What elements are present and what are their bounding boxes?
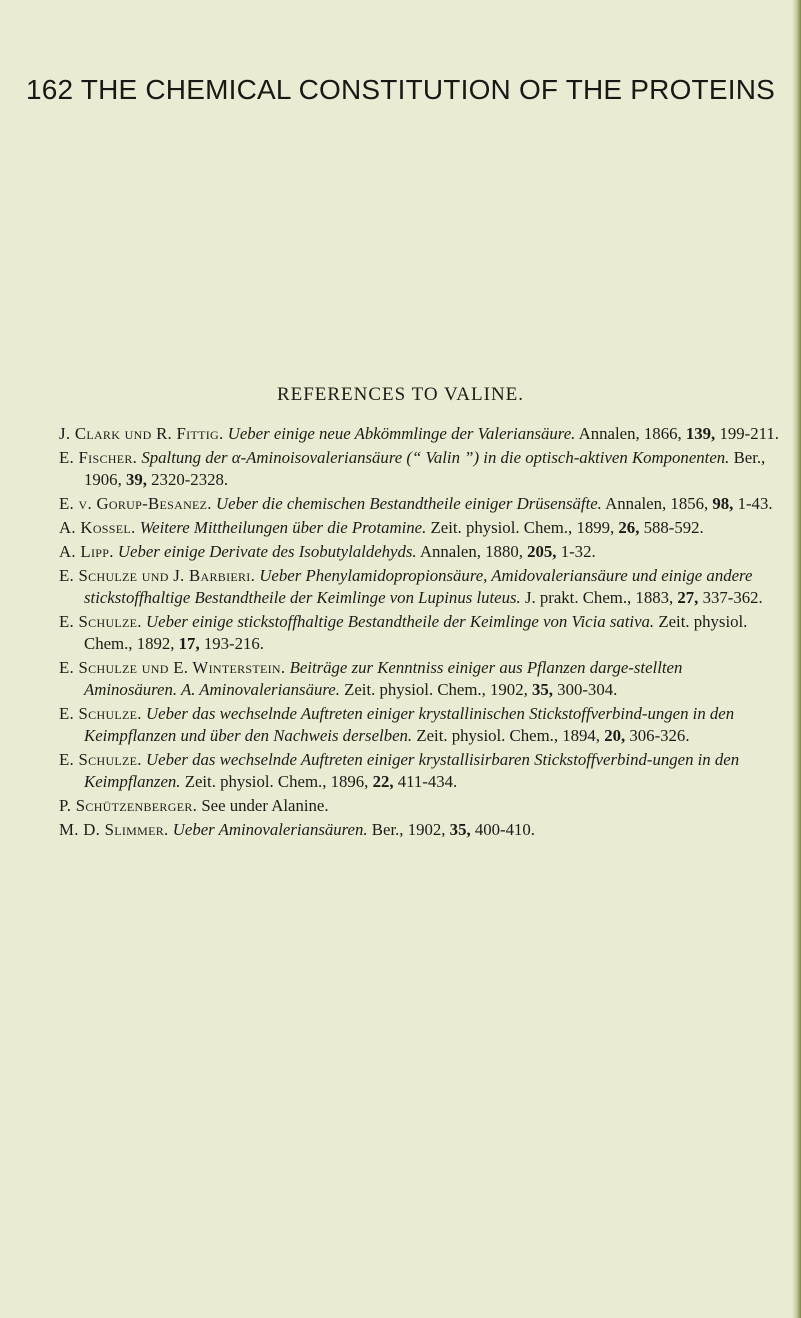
reference-year: 1894, [562,726,600,745]
reference-volume: 22, [372,772,394,791]
reference-author: M. D. Slimmer. [59,820,169,839]
reference-title: Ueber das wechselnde Auftreten einiger krystallisirbaren Stickstoffverbind-ungen in den Keimpflanzen. [84,750,740,791]
reference-pages: 337-362. [702,588,763,607]
reference-pages: 193-216. [203,634,264,653]
reference-author: A. Kossel. [59,518,136,537]
reference-year: 1883, [635,588,674,607]
reference-volume: 20, [604,726,626,745]
reference-entry [59,565,779,609]
reference-title: Ueber Aminovaleriansäuren. [172,820,368,839]
reference-journal: Zeit. physiol. Chem., [430,518,573,537]
reference-pages: 1-43. [737,494,773,513]
reference-pages: 588-592. [643,518,704,537]
reference-year: 1892, [136,634,175,653]
reference-journal: Annalen, [605,494,667,513]
reference-title: Ueber die chemischen Bestandtheile einiger Drüsensäfte. [216,494,602,513]
reference-journal: J. prakt. Chem., [524,588,632,607]
reference-journal: Annalen, [578,424,640,443]
reference-title: Ueber Phenylamidopropionsäure, Amidovaleriansäure und einige andere stickstoffhaltige Bestandtheile der Keimlinge von Lupinus luteus. [84,566,753,607]
reference-year: 1902, [490,680,528,699]
reference-journal: Zeit. physiol. Chem., [344,680,486,699]
reference-entry [59,657,779,701]
reference-title: Ueber einige stickstoffhaltige Bestandtheile der Keimlinge von Vicia sativa. [146,612,655,631]
reference-pages: 199-211. [719,424,779,443]
reference-year: 1906, [84,470,122,489]
reference-journal: Zeit. physiol. Chem., [84,612,748,653]
reference-author: J. Clark und R. Fittig. [59,424,224,443]
reference-author: E. Schulze und J. Barbieri. [59,566,256,585]
reference-year: 1856, [670,494,709,513]
reference-year: 1896, [330,772,369,791]
reference-volume: 27, [677,588,699,607]
reference-entry [59,819,779,841]
reference-entry [59,611,779,655]
reference-entry [59,749,779,793]
reference-author: E. Schulze. [59,704,142,723]
running-header: 162 THE CHEMICAL CONSTITUTION OF THE PROTEINS [25,74,776,105]
reference-pages: 400-410. [474,820,535,839]
reference-volume: 205, [527,542,557,561]
reference-journal: Ber., [733,448,766,467]
reference-author: E. Schulze und E. Winterstein. [59,658,286,677]
reference-year: 1880, [485,542,523,561]
reference-entry [59,423,779,445]
reference-journal: Ber., [371,820,404,839]
reference-title: Ueber einige neue Abkömmlinge der Valeriansäure. [227,424,576,443]
reference-volume: 35, [531,680,553,699]
reference-year: 1866, [643,424,682,443]
reference-author: A. Lipp. [59,542,114,561]
reference-journal: Annalen, [419,542,481,561]
reference-volume: 26, [618,518,640,537]
reference-entry [59,493,779,515]
reference-entry [59,541,779,563]
reference-author: E. v. Gorup-Besanez. [59,494,212,513]
reference-list [59,423,779,843]
reference-pages: 1-32. [560,542,596,561]
reference-entry [59,703,779,747]
reference-author: E. Schulze. [59,612,142,631]
reference-title: Weitere Mittheilungen über die Protamine. [139,518,427,537]
reference-volume: 17, [178,634,200,653]
section-title: REFERENCES TO VALINE. [276,384,525,405]
reference-volume: 35, [449,820,471,839]
reference-title: Spaltung der α-Aminoisovaleriansäure (“ Valin ”) in die optisch-aktiven Komponenten. [141,448,730,467]
reference-volume: 139, [685,424,716,443]
reference-title: Beiträge zur Kenntniss einiger aus Pflanzen darge-stellten Aminosäuren. A. Aminovaleriansäure. [84,658,683,699]
page-edge-shadow [792,0,801,1318]
reference-entry [59,795,779,817]
reference-journal: Zeit. physiol. Chem., [184,772,327,791]
reference-journal: Zeit. physiol. Chem., [416,726,559,745]
reference-journal: See under Alanine. [201,796,329,815]
reference-author: E. Fischer. [59,448,138,467]
reference-pages: 2320-2328. [151,470,229,489]
reference-volume: 39, [125,470,147,489]
reference-volume: 98, [712,494,734,513]
reference-title: Ueber das wechselnde Auftreten einiger krystallinischen Stickstoffverbind-ungen in den Keimpflanzen und über den Nachweis derselben. [84,704,735,745]
reference-author: P. Schützenberger. [59,796,198,815]
reference-year: 1899, [576,518,615,537]
reference-year: 1902, [407,820,446,839]
reference-pages: 300-304. [557,680,618,699]
reference-pages: 411-434. [397,772,458,791]
reference-entry [59,517,779,539]
reference-pages: 306-326. [629,726,690,745]
reference-entry [59,447,779,491]
reference-title: Ueber einige Derivate des Isobutylaldehyds. [117,542,417,561]
reference-author: E. Schulze. [59,750,142,769]
